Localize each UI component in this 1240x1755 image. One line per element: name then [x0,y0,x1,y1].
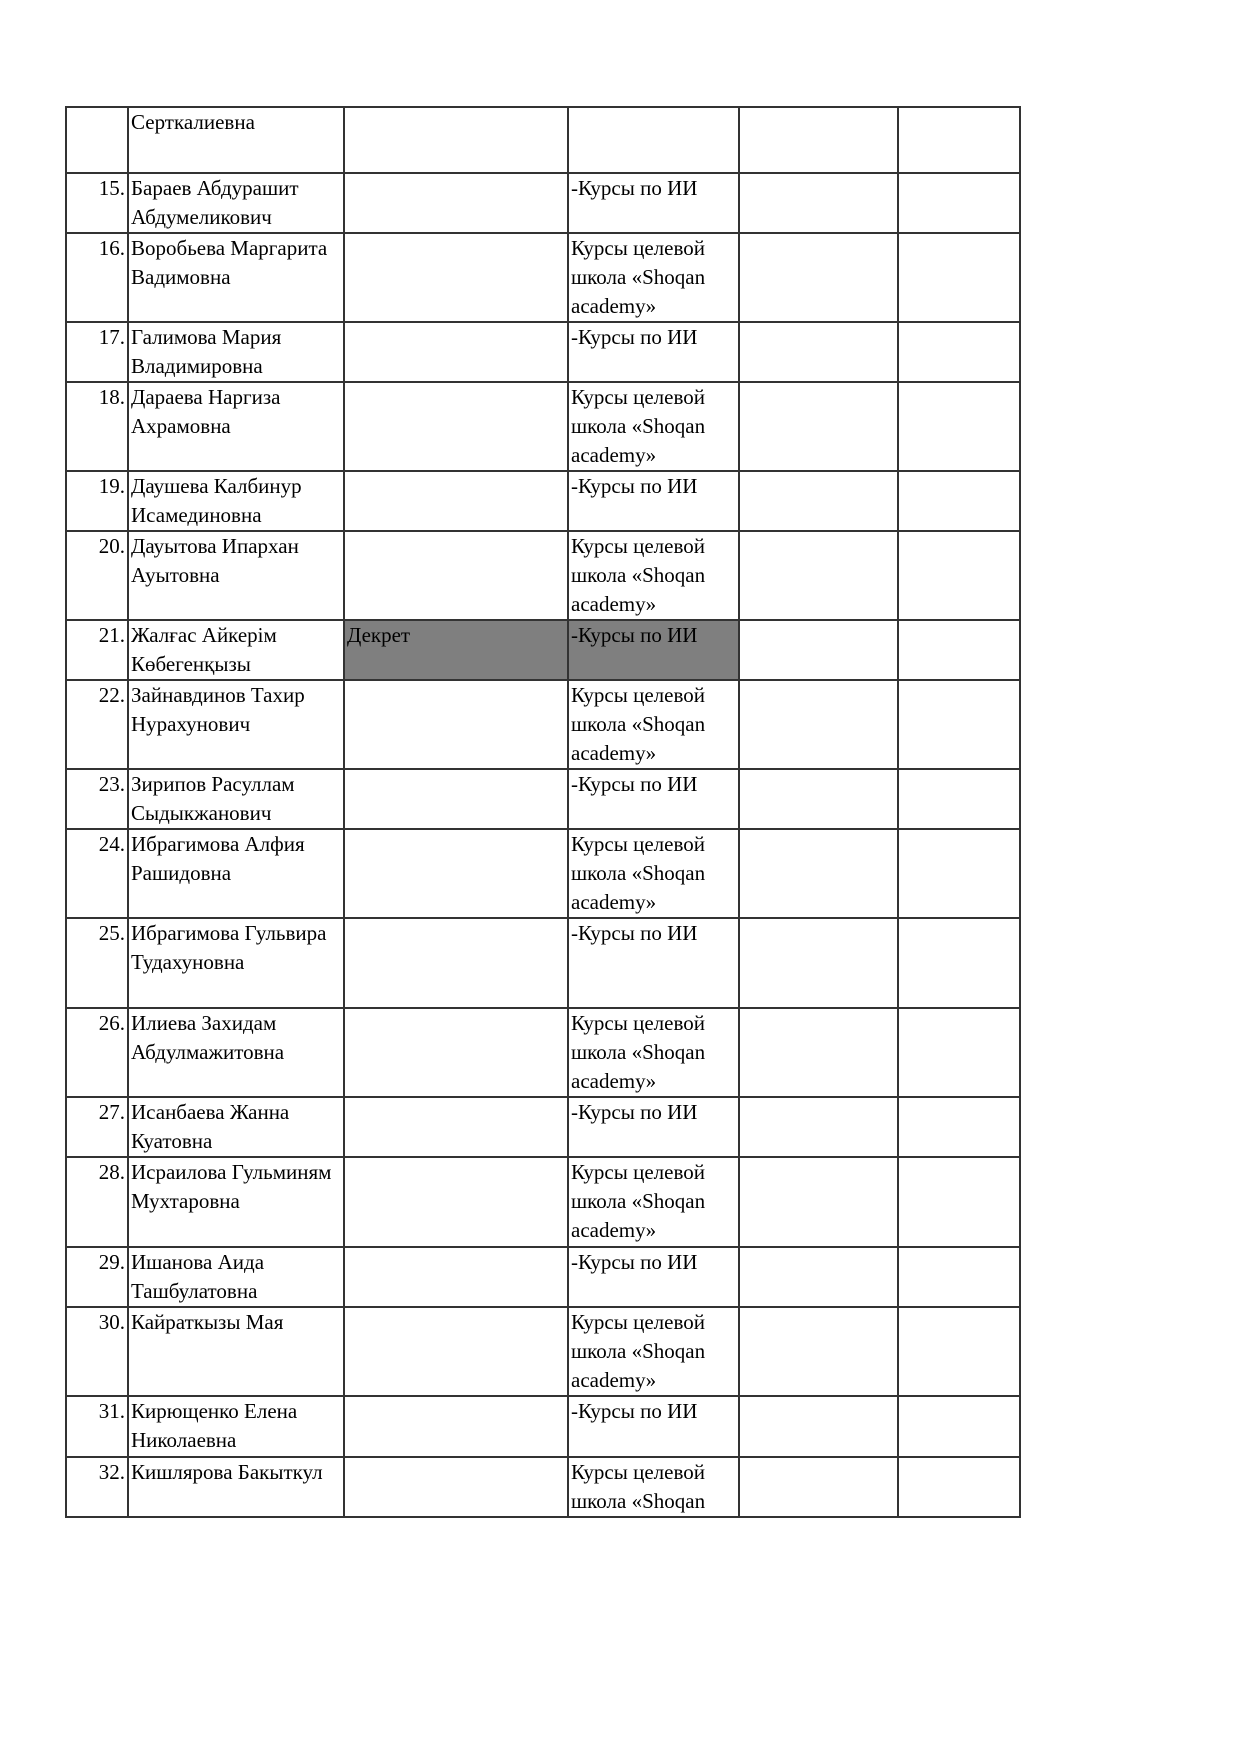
table-row [66,1008,1020,1097]
table-row [66,620,1020,680]
status-cell [344,322,568,382]
empty-cell [739,1307,898,1396]
table-row [66,322,1020,382]
row-number: 23. [66,769,128,829]
empty-cell [898,829,1020,918]
status-cell: Декрет [344,620,568,680]
table-row [66,382,1020,471]
row-number [66,107,128,173]
status-cell [344,1457,568,1517]
empty-cell [898,1307,1020,1396]
row-number: 29. [66,1247,128,1307]
row-number: 32. [66,1457,128,1517]
row-number: 20. [66,531,128,620]
table-row [66,1396,1020,1457]
status-cell [344,1247,568,1307]
empty-cell [739,322,898,382]
course-cell: -Курсы по ИИ [568,471,739,531]
status-cell [344,107,568,173]
employee-name: Зайнавдинов Тахир Нурахунович [128,680,344,769]
employee-name: Воробьева Маргарита Вадимовна [128,233,344,322]
course-cell: Курсы целевой школа «Shoqan academy» [568,1157,739,1247]
table-row [66,1307,1020,1396]
empty-cell [898,233,1020,322]
empty-cell [739,233,898,322]
row-number: 19. [66,471,128,531]
employee-name: Исанбаева Жанна Куатовна [128,1097,344,1157]
status-cell [344,918,568,1008]
course-cell: Курсы целевой школа «Shoqan academy» [568,1307,739,1396]
course-cell: Курсы целевой школа «Shoqan academy» [568,829,739,918]
employee-name: Серткалиевна [128,107,344,173]
status-cell [344,173,568,233]
empty-cell [739,1157,898,1247]
table-row [66,173,1020,233]
course-cell: Курсы целевой школа «Shoqan academy» [568,531,739,620]
empty-cell [898,173,1020,233]
employee-name: Зирипов Расуллам Сыдыкжанович [128,769,344,829]
empty-cell [739,1247,898,1307]
empty-cell [898,1097,1020,1157]
table-row [66,1457,1020,1517]
course-cell: -Курсы по ИИ [568,173,739,233]
table-row [66,1157,1020,1247]
empty-cell [898,918,1020,1008]
course-cell: -Курсы по ИИ [568,322,739,382]
employee-name: Дауытова Ипархан Ауытовна [128,531,344,620]
status-cell [344,769,568,829]
empty-cell [898,769,1020,829]
empty-cell [739,918,898,1008]
status-cell [344,680,568,769]
row-number: 16. [66,233,128,322]
row-number: 22. [66,680,128,769]
table-row [66,107,1020,173]
course-cell: -Курсы по ИИ [568,1396,739,1457]
status-cell [344,471,568,531]
course-cell: Курсы целевой школа «Shoqan academy» [568,233,739,322]
empty-cell [739,1097,898,1157]
employee-name: Ибрагимова Гульвира Тудахуновна [128,918,344,1008]
table-row [66,531,1020,620]
course-cell: Курсы целевой школа «Shoqan academy» [568,1008,739,1097]
row-number: 21. [66,620,128,680]
row-number: 25. [66,918,128,1008]
empty-cell [739,1457,898,1517]
row-number: 18. [66,382,128,471]
empty-cell [739,620,898,680]
status-cell [344,829,568,918]
table-row [66,1097,1020,1157]
empty-cell [739,829,898,918]
empty-cell [898,382,1020,471]
empty-cell [739,173,898,233]
empty-cell [898,1396,1020,1457]
row-number: 27. [66,1097,128,1157]
empty-cell [739,1396,898,1457]
empty-cell [898,1157,1020,1247]
table-row [66,680,1020,769]
empty-cell [898,680,1020,769]
table-row [66,769,1020,829]
course-cell: Курсы целевой школа «Shoqan academy» [568,382,739,471]
table-row [66,233,1020,322]
course-cell: -Курсы по ИИ [568,620,739,680]
course-cell: Курсы целевой школа «Shoqan academy» [568,680,739,769]
empty-cell [898,1247,1020,1307]
table-row [66,471,1020,531]
employee-name: Даушева Калбинур Исамединовна [128,471,344,531]
empty-cell [739,769,898,829]
course-cell: -Курсы по ИИ [568,1247,739,1307]
status-cell [344,531,568,620]
empty-cell [898,1457,1020,1517]
empty-cell [739,680,898,769]
employee-name: Илиева Захидам Абдулмажитовна [128,1008,344,1097]
empty-cell [739,107,898,173]
status-cell [344,1097,568,1157]
employee-name: Бараев Абдурашит Абдумеликович [128,173,344,233]
employee-name: Кирющенко Елена Николаевна [128,1396,344,1457]
employee-name: Ишанова Аида Ташбулатовна [128,1247,344,1307]
status-cell [344,1157,568,1247]
status-cell [344,1008,568,1097]
empty-cell [898,107,1020,173]
course-cell: Курсы целевой школа «Shoqan [568,1457,739,1517]
empty-cell [739,531,898,620]
row-number: 31. [66,1396,128,1457]
employee-name: Дараева Наргиза Ахрамовна [128,382,344,471]
status-cell [344,1396,568,1457]
employee-name: Кишлярова Бакыткул [128,1457,344,1517]
empty-cell [739,382,898,471]
empty-cell [898,471,1020,531]
employee-name: Галимова Мария Владимировна [128,322,344,382]
empty-cell [739,471,898,531]
course-cell: -Курсы по ИИ [568,918,739,1008]
employee-name: Исраилова Гульминям Мухтаровна [128,1157,344,1247]
row-number: 30. [66,1307,128,1396]
empty-cell [898,1008,1020,1097]
row-number: 28. [66,1157,128,1247]
employee-name: Жалғас Айкерім Көбегенқызы [128,620,344,680]
employee-name: Ибрагимова Алфия Рашидовна [128,829,344,918]
row-number: 17. [66,322,128,382]
table-row [66,1247,1020,1307]
row-number: 15. [66,173,128,233]
employee-name: Кайраткызы Мая [128,1307,344,1396]
empty-cell [898,531,1020,620]
status-cell [344,1307,568,1396]
table-row [66,829,1020,918]
course-cell: -Курсы по ИИ [568,1097,739,1157]
staff-table [65,106,1021,1518]
course-cell [568,107,739,173]
course-cell: -Курсы по ИИ [568,769,739,829]
empty-cell [898,620,1020,680]
table-row [66,918,1020,1008]
row-number: 26. [66,1008,128,1097]
empty-cell [898,322,1020,382]
row-number: 24. [66,829,128,918]
status-cell [344,233,568,322]
table-body [66,107,1020,1517]
status-cell [344,382,568,471]
empty-cell [739,1008,898,1097]
